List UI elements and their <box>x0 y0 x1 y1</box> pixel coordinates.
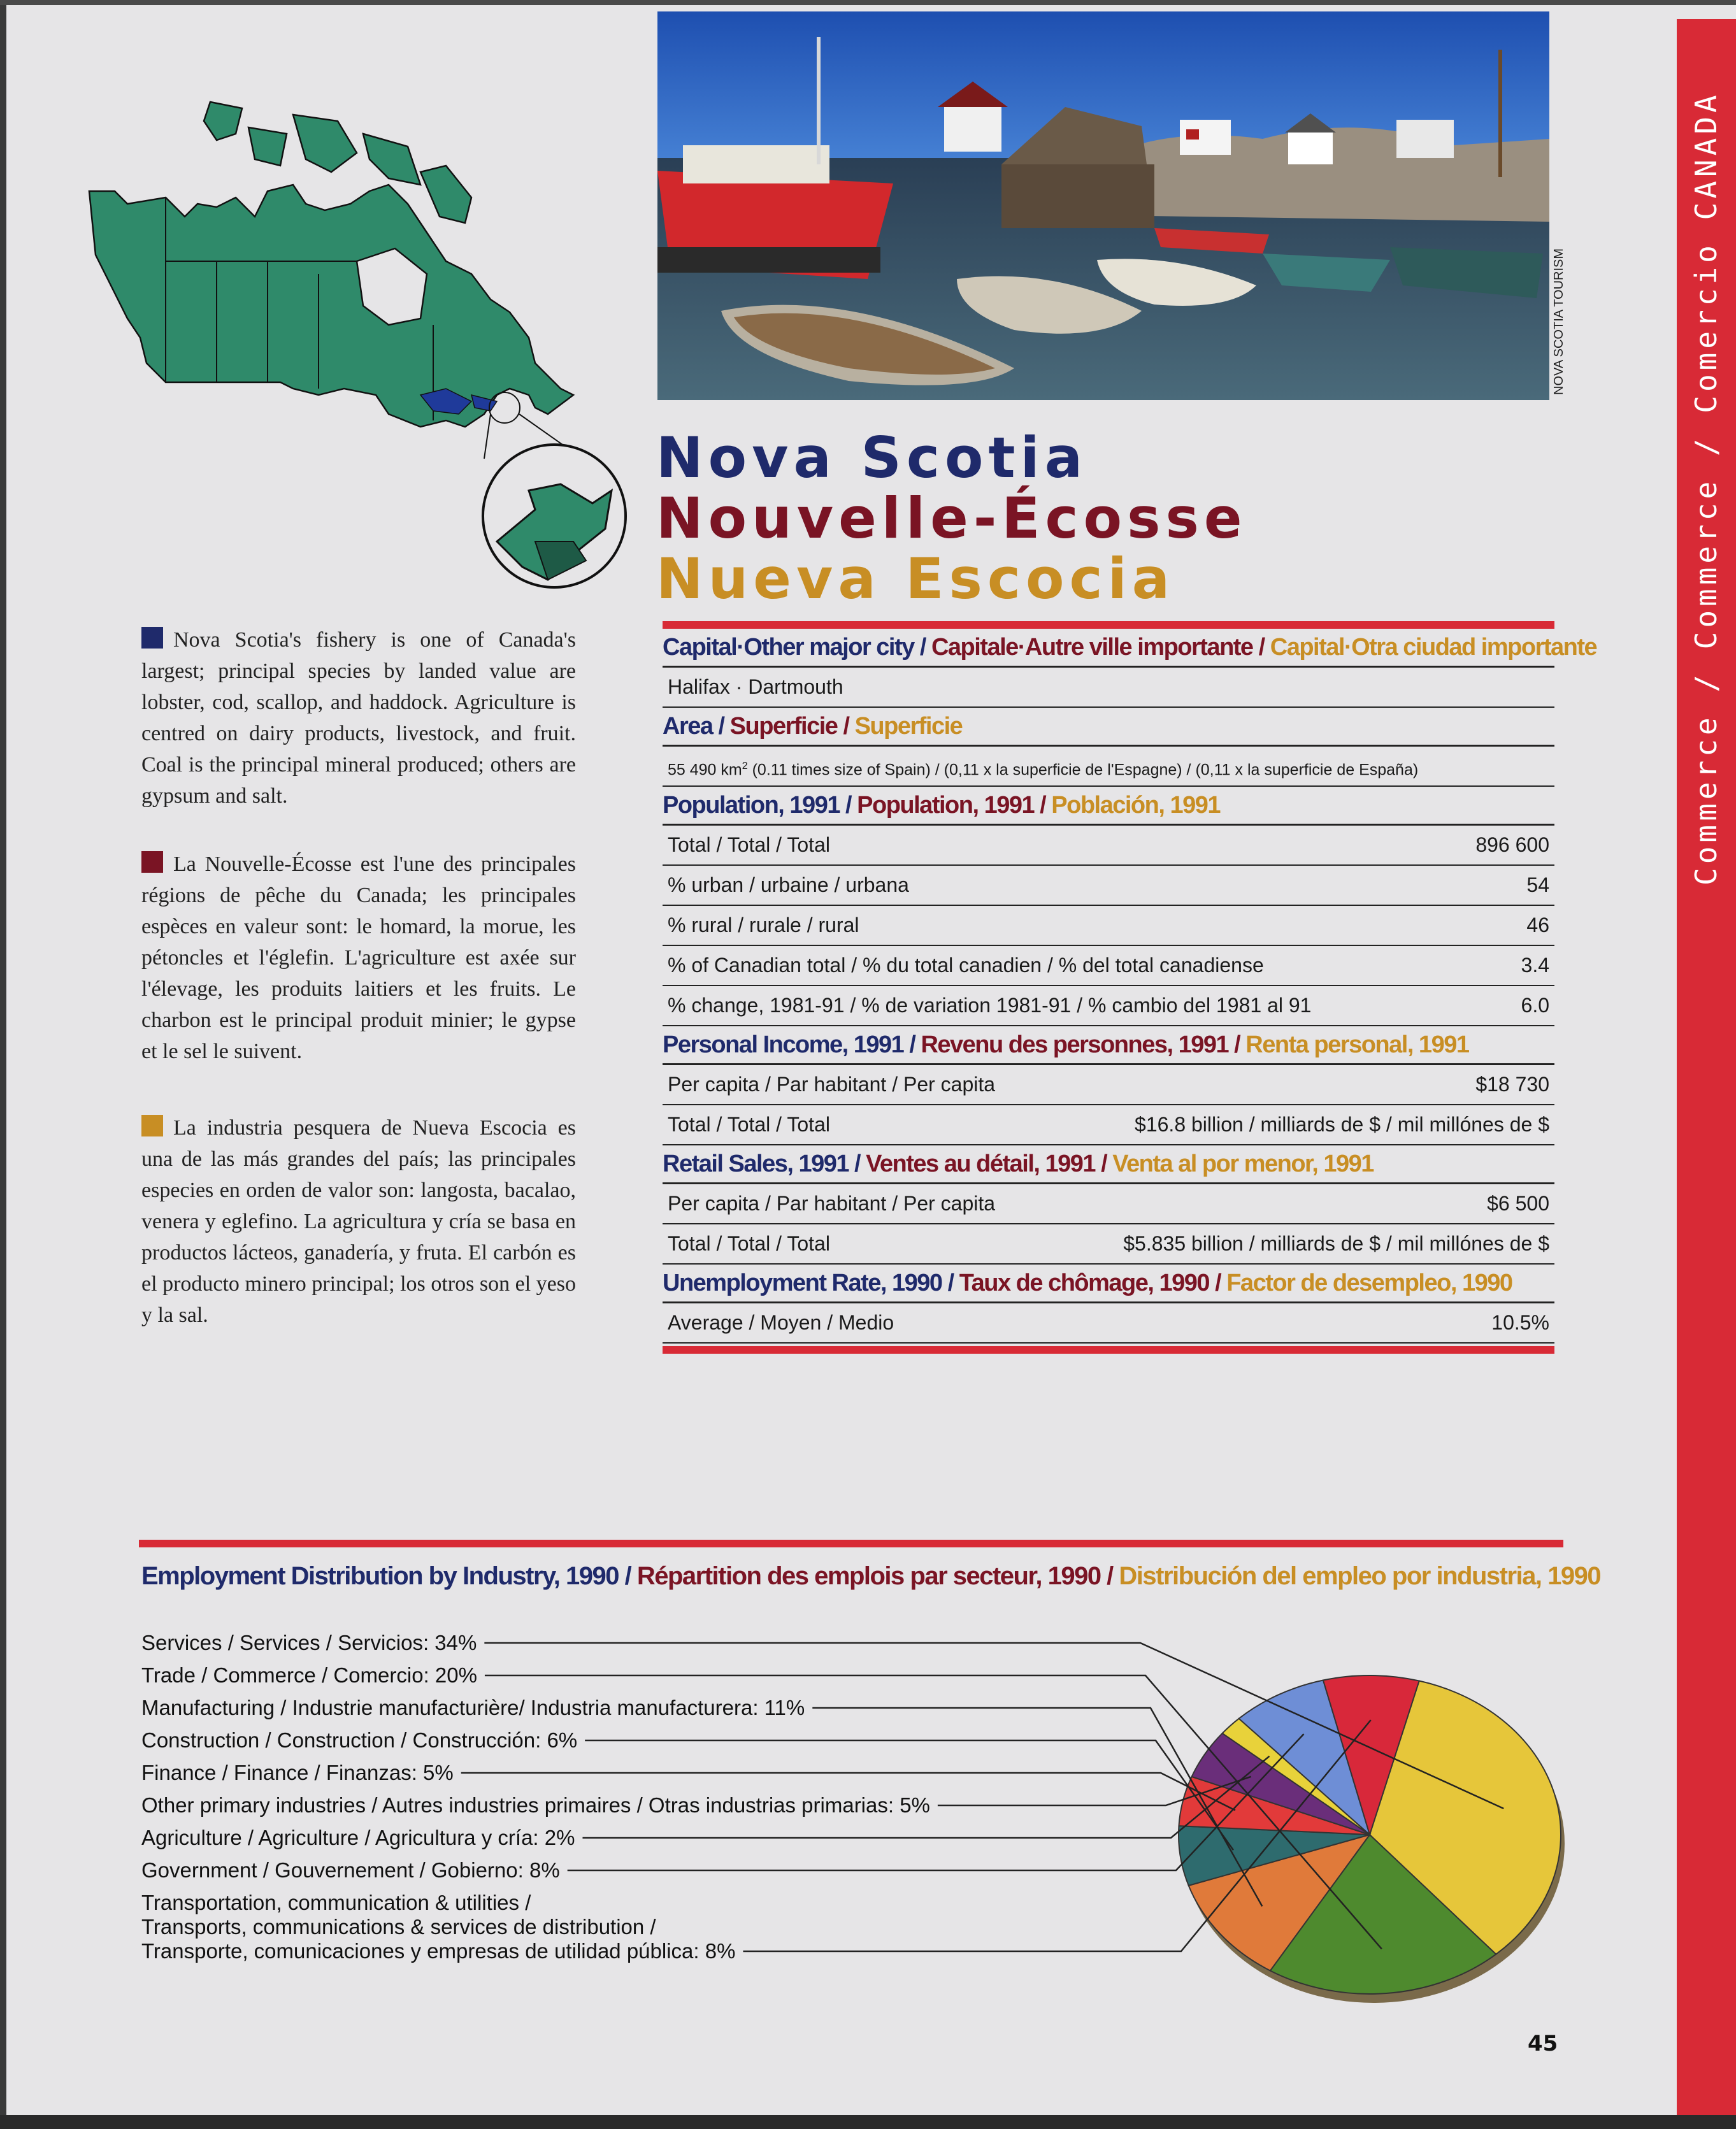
heading-fr: Revenu des personnes, 1991 / <box>921 1031 1246 1058</box>
population-value: 54 <box>1526 873 1549 896</box>
unemployment-value: 10.5% <box>1491 1311 1549 1334</box>
title-spanish: Nueva Escocia <box>656 546 1175 612</box>
income-value: $16.8 billion / milliards de $ / mil millónes de $ <box>1135 1113 1549 1136</box>
title-french: Nouvelle-Écosse <box>656 485 1247 551</box>
heading-en: Population, 1991 / <box>663 792 857 819</box>
heading-es: Factor de desempleo, 1990 <box>1226 1270 1512 1296</box>
population-label: % change, 1981-91 / % de variation 1981-91 / % cambio del 1981 al 91 <box>668 994 1312 1017</box>
title-en: Employment Distribution by Industry, 1990 / <box>141 1562 637 1590</box>
heading-es: Población, 1991 <box>1051 792 1221 819</box>
legend-line: Manufacturing / Industrie manufacturière/ Industria manufacturera: 11% <box>141 1696 805 1719</box>
heading-es: Venta al por menor, 1991 <box>1112 1151 1374 1177</box>
heading-fr: Capitale·Autre ville importante / <box>931 634 1270 661</box>
population-value: 3.4 <box>1521 954 1549 977</box>
area-main: 55 490 km <box>668 761 742 779</box>
heading-fr: Ventes au détail, 1991 / <box>866 1151 1113 1177</box>
legend-line: Finance / Finance / Finanzas: 5% <box>141 1761 454 1784</box>
income-label: Per capita / Par habitant / Per capita <box>668 1073 996 1096</box>
population-value: 46 <box>1526 914 1549 936</box>
leader-line <box>585 1740 1233 1850</box>
heading-en: Area / <box>663 713 730 740</box>
unemployment-label: Average / Moyen / Medio <box>668 1311 894 1334</box>
retail-label: Total / Total / Total <box>668 1232 830 1255</box>
legend-line: Transporte, comunicaciones y empresas de utilidad pública: 8% <box>141 1939 736 1963</box>
title-english: Nova Scotia <box>656 425 1088 491</box>
heading-es: Capital·Otra ciudad importante <box>1270 634 1597 661</box>
heading-fr: Superficie / <box>729 713 855 740</box>
legend-line: Transports, communications & services de distribution / <box>141 1915 656 1939</box>
side-band-text: Commerce / Commerce / Comercio CANADA <box>1689 91 1723 885</box>
leader-line <box>582 1756 1269 1838</box>
population-value: 6.0 <box>1521 994 1549 1017</box>
paragraph-text: Nova Scotia's fishery is one of Canada's largest; principal species by landed value are lobster, cod, scallop, and haddock. Agriculture is centred on dairy products, livestock, and fruit. Coal is the principal mineral produced; others are gypsum and salt. <box>141 628 576 808</box>
heading-en: Retail Sales, 1991 / <box>663 1151 866 1177</box>
legend-line: Government / Gouvernement / Gobierno: 8% <box>141 1858 560 1882</box>
area-sup: 2 <box>742 761 748 771</box>
photo-credit: NOVA SCOTIA TOURISM <box>1552 248 1566 395</box>
legend-line: Other primary industries / Autres industries primaires / Otras industrias primarias: 5% <box>141 1793 930 1817</box>
legend-line: Transportation, communication & utilities / <box>141 1891 531 1914</box>
population-label: % urban / urbaine / urbana <box>668 873 909 896</box>
title-fr: Répartition des emplois par secteur, 1990 / <box>636 1562 1119 1590</box>
legend-line: Agriculture / Agriculture / Agricultura y cría: 2% <box>141 1826 575 1849</box>
heading-fr: Population, 1991 / <box>857 792 1052 819</box>
paragraph-text: La industria pesquera de Nueva Escocia es una de las más grandes del país; las principales especies en orden de valor son: langosta, bacalao, venera y eglefino. La agricultura y cría se basa en productos lácteos, ganadería, y fruta. El carbón es el producto minero principal; los otros son el yeso y la sal. <box>141 1116 576 1327</box>
legend-line: Services / Services / Servicios: 34% <box>141 1631 477 1654</box>
heading-en: Personal Income, 1991 / <box>663 1031 921 1058</box>
population-label: % rural / rurale / rural <box>668 914 859 936</box>
heading-fr: Taux de chômage, 1990 / <box>959 1270 1227 1296</box>
population-label: Total / Total / Total <box>668 833 830 856</box>
heading-es: Renta personal, 1991 <box>1245 1031 1469 1058</box>
page-number: 45 <box>1528 2031 1558 2056</box>
population-label: % of Canadian total / % du total canadien / % del total canadiense <box>668 954 1264 977</box>
capital-value: Halifax · Dartmouth <box>668 675 843 698</box>
title-es: Distribución del empleo por industria, 1990 <box>1119 1562 1601 1590</box>
heading-es: Superficie <box>854 713 963 740</box>
population-value: 896 600 <box>1475 833 1549 856</box>
heading-en: Unemployment Rate, 1990 / <box>663 1270 959 1296</box>
income-value: $18 730 <box>1475 1073 1549 1096</box>
legend-line: Construction / Construction / Construcción: 6% <box>141 1728 578 1752</box>
retail-label: Per capita / Par habitant / Per capita <box>668 1192 996 1215</box>
heading-en: Capital·Other major city / <box>663 634 931 661</box>
paragraph-text: La Nouvelle-Écosse est l'une des principales régions de pêche du Canada; les principales espèces en valeur sont: le homard, la morue, les pétoncles et l'églefin. L'agriculture est axée sur l'élevage, les produits laitiers et les fruits. Le charbon est le principal produit minier; le gypse et le sel le suivent. <box>141 852 576 1063</box>
area-rest: (0.11 times size of Spain) / (0,11 x la superficie de l'Espagne) / (0,11 x la superficie de España) <box>747 761 1419 779</box>
income-label: Total / Total / Total <box>668 1113 830 1136</box>
legend-line: Trade / Commerce / Comercio: 20% <box>141 1663 477 1687</box>
retail-value: $6 500 <box>1487 1192 1549 1215</box>
retail-value: $5.835 billion / milliards de $ / mil millónes de $ <box>1123 1232 1549 1255</box>
